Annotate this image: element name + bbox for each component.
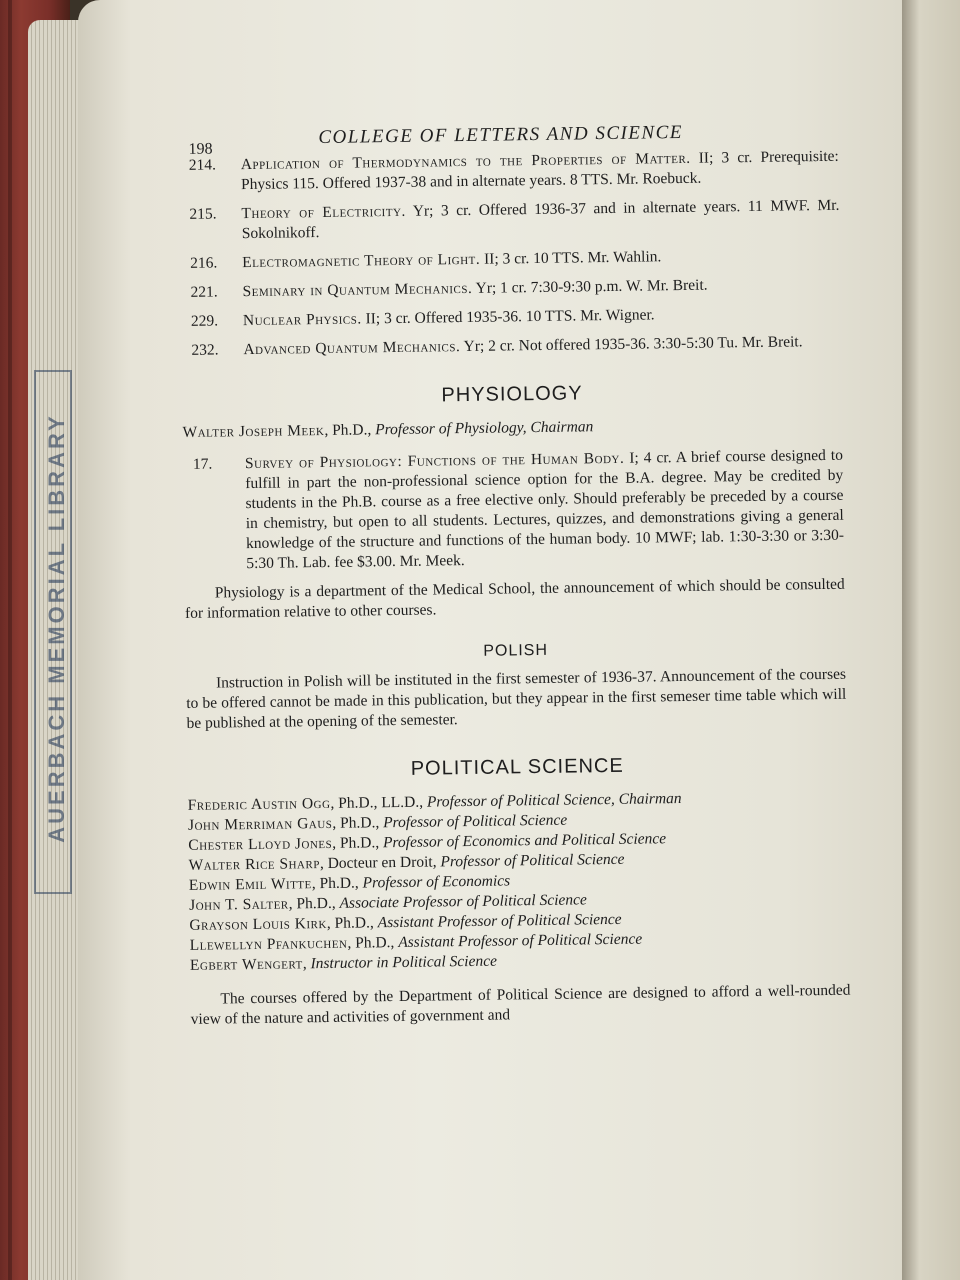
physiology-faculty	[182, 414, 842, 443]
faculty-name: John T. Salter	[189, 895, 289, 914]
section-title-physiology: PHYSIOLOGY	[441, 382, 583, 407]
course-title: Application of Thermodynamics to the Properties of Matter.	[240, 149, 691, 174]
course-title: Advanced Quantum Mechanics.	[243, 338, 461, 359]
course-number: 214.	[188, 156, 217, 174]
polish-text: Instruction in Polish will be instituted in the first semester of 1936-37. Announcement of the courses to be offered cannot be made in this publication, but they appear in the first semeser time table which will be published at the opening of the semester.	[186, 665, 847, 732]
faculty-degree: , Ph.D.,	[332, 814, 384, 832]
course-body	[242, 245, 840, 273]
course-text: I; 4 cr. A brief course designed to fulfill in part the non-professional science option for the B.A. degree. May be credited by students in the Ph.B. course as a free elective only. Should preferably be preceded by a course in chemistry, but open to all students. Lectures, quizzes, and demonstrations giving a general knowledge of the structure and functions of the human body. 10 MWF; lab. 1:30-3:30 or 3:30-5:30 Th. Lab. fee $3.00. Mr. Meek.	[245, 446, 845, 573]
course-entry	[181, 332, 841, 361]
faculty-name: Frederic Austin Ogg	[187, 794, 331, 814]
course-entry	[181, 303, 841, 332]
course-body	[241, 196, 840, 244]
library-stamp-text: AUERBACH MEMORIAL LIBRARY	[44, 413, 69, 843]
faculty-degree: ,	[302, 955, 311, 973]
faculty-name: Walter Joseph Meek	[182, 421, 325, 441]
faculty-name: Llewellyn Pfankuchen	[189, 934, 348, 954]
course-text: Yr; 1 cr. 7:30-9:30 p.m. W. Mr. Breit.	[472, 276, 708, 297]
faculty-role: Associate Professor of Political Science	[339, 891, 587, 912]
course-text: II; 3 cr. 10 TTS. Mr. Wahlin.	[480, 248, 662, 268]
political-science-intro: The courses offered by the Department of Political Science are designed to afford a well-rounded view of the nature and activities of government and	[190, 981, 851, 1028]
course-title: Seminary in Quantum Mechanics.	[242, 279, 473, 301]
running-head: COLLEGE OF LETTERS AND SCIENCE	[318, 121, 684, 149]
faculty-degree: , Ph.D.,	[324, 421, 376, 439]
course-title: Survey of Physiology: Functions of the Human Body.	[244, 449, 625, 473]
course-title: Electromagnetic Theory of Light.	[242, 250, 481, 272]
faculty-role: Professor of Political Science	[440, 850, 625, 871]
faculty-role: Assistant Professor of Political Science	[377, 910, 622, 932]
faculty-role: Assistant Professor of Political Science	[398, 930, 643, 952]
faculty-degree: , Ph.D.,	[347, 934, 399, 952]
course-number: 221.	[190, 283, 218, 301]
faculty-degree: , Ph.D.,	[332, 834, 384, 852]
course-title: Theory of Electricity.	[241, 202, 406, 223]
course-entry	[180, 245, 840, 274]
faculty-degree: , Ph.D.,	[288, 894, 340, 913]
page-number: 198	[188, 140, 213, 158]
faculty-name: Chester Lloyd Jones	[188, 834, 333, 854]
faculty-role: Instructor in Political Science	[310, 952, 498, 973]
course-entry	[180, 274, 840, 303]
faculty-name: Egbert Wengert	[189, 955, 303, 974]
course-entry	[179, 196, 839, 245]
faculty-role: Professor of Physiology, Chairman	[375, 418, 594, 439]
faculty-role: Professor of Political Science	[383, 811, 568, 832]
physics-course-list	[179, 147, 842, 361]
course-body	[245, 446, 845, 574]
course-number: 229.	[190, 312, 219, 330]
section-title-polish: POLISH	[483, 641, 549, 660]
course-title: Nuclear Physics.	[242, 310, 362, 330]
faculty-degree: , Ph.D.,	[326, 914, 378, 933]
course-body	[241, 147, 840, 195]
course-text: II; 3 cr. Prerequisite: Physics 115. Offered 1937-38 and in alternate years. 8 TTS. Mr. Roebuck.	[240, 147, 839, 194]
course-body	[243, 303, 841, 331]
faculty-role: Professor of Political Science, Chairman	[426, 790, 682, 811]
faculty-degree: , Docteur en Droit,	[319, 853, 441, 873]
course-number: 216.	[190, 254, 218, 272]
next-page-edge	[902, 0, 960, 1280]
faculty-name: Edwin Emil Witte	[188, 875, 312, 894]
faculty-name: Grayson Louis Kirk	[189, 915, 327, 934]
course-number: 232.	[191, 341, 219, 359]
faculty-name: John Merriman Gaus	[187, 814, 333, 834]
page-header	[178, 99, 839, 156]
faculty-name: Walter Rice Sharp	[188, 855, 321, 874]
course-text: Yr; 3 cr. Offered 1936-37 and in alternate years. 11 MWF. Mr. Sokolnikoff.	[241, 196, 840, 243]
course-entry	[183, 446, 845, 575]
library-stamp	[34, 370, 72, 894]
course-text: II; 3 cr. Offered 1935-36. 10 TTS. Mr. Wigner.	[361, 306, 655, 328]
page-content	[178, 99, 854, 1268]
course-body	[242, 274, 840, 302]
course-number: 17.	[192, 455, 213, 473]
course-text: Yr; 2 cr. Not offered 1935-36. 3:30-5:30 Tu. Mr. Breit.	[460, 333, 803, 356]
physiology-note: Physiology is a department of the Medical School, the announcement of which should be consulted for information relative to other courses.	[184, 575, 845, 622]
political-science-faculty	[188, 787, 850, 976]
course-body	[243, 332, 841, 360]
faculty-degree: , Ph.D.,	[311, 874, 363, 893]
section-title-political-science: POLITICAL SCIENCE	[410, 754, 624, 780]
faculty-role: Professor of Economics	[362, 872, 511, 892]
course-number: 215.	[189, 205, 217, 223]
faculty-role: Professor of Economics and Political Science	[382, 830, 667, 852]
faculty-degree: , Ph.D., LL.D.,	[330, 793, 428, 812]
